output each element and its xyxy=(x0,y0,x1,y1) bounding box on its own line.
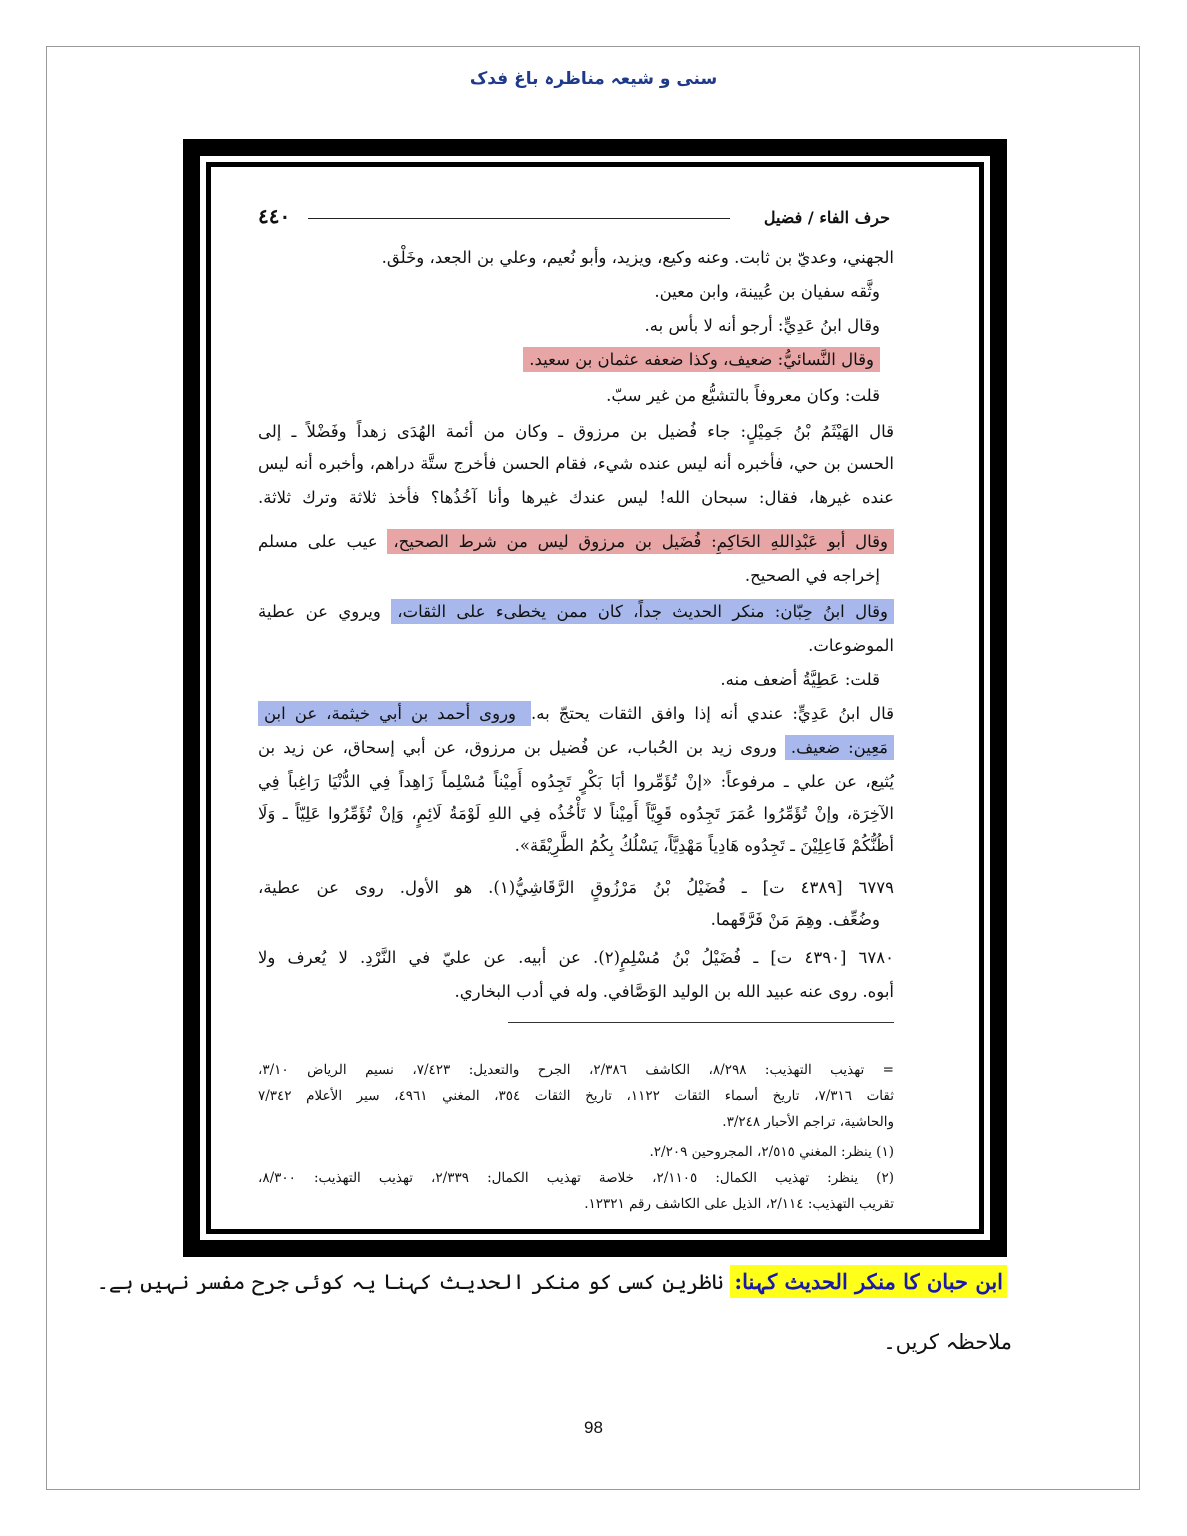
scan-text-line xyxy=(258,486,894,512)
scan-running-head: حرف الفاء / فضيل xyxy=(763,208,890,227)
scan-text-line xyxy=(808,634,894,660)
scan-text-line xyxy=(523,348,880,374)
line-text: وثَّقه سفيان بن عُيينة، وابن معين. xyxy=(654,282,880,301)
scan-text-line xyxy=(382,246,894,272)
scan-text-line xyxy=(654,280,880,306)
line-text: الآخِرَة، وإنْ تُؤَمِّرُوا عُمَرَ تَجِدُوه قَوِيَّاً أَمِيْناً لا تَأْخُذُه فِي اللهِ لَوْمَةُ لَائِمٍ، وَإنْ تُؤَمِّرُوا عَلِيّاً ـ وَلَا xyxy=(258,804,894,823)
highlighted-text: وقال أبو عَبْدِاللهِ الحَاكِمِ: فُضَيل بن مرزوق ليس من شرط الصحيح، xyxy=(387,529,894,554)
scan-running-header xyxy=(258,204,890,228)
line-text: يُثيع، عن علي ـ مرفوعاً: «إنْ تُؤَمِّروا أبَا بَكْرٍ تَجِدُوه أَمِيْناً مُسْلِماً زَاهِداً فِي الدُّنْيَا رَاغِباً فِي xyxy=(258,772,894,791)
line-text: عنده غيرها، فقال: سبحان الله! ليس عندك غيرها وأنا آخُذُها؟ فأخذ ثلاثة وترك ثلاثة. xyxy=(258,488,894,507)
page-header-title: سنی و شیعہ مناظرہ باغ فدک xyxy=(469,69,718,89)
line-text: الجهني، وعديّ بن ثابت. وعنه وكيع، ويزيد، وأبو نُعيم، وعلي بن الجعد، وخَلْق. xyxy=(381,248,894,267)
highlighted-text: وروى أحمد بن أبي خيثمة، عن ابن xyxy=(258,701,531,726)
line-text: وروى زيد بن الحُباب، عن فُضيل بن مرزوق، عن أبي إسحاق، عن زيد بن xyxy=(258,738,785,757)
line-text: وضُعِّف. وهِمَ مَنْ فَرَّقَهما. xyxy=(710,910,880,929)
scan-page-number: ٤٤٠ xyxy=(258,204,291,228)
scan-text-line xyxy=(258,802,894,828)
scan-text-line xyxy=(258,770,894,796)
scan-text-line xyxy=(645,314,880,340)
line-text: ويروي عن عطية xyxy=(258,602,392,621)
line-text: الحسن بن حي، فأخبره أنه ليس عنده شيء، فقام الحسن فأخرج ستَّة دراهم، وأخبره أنه ليس xyxy=(258,454,894,473)
urdu-comment-line xyxy=(97,1262,1007,1302)
scanned-book-page xyxy=(218,180,934,1224)
footnote-line: (٢) ينظر: تهذيب الكمال: ٢/١١٠٥، خلاصة تهذيب الكمال: ٢/٣٣٩، تهذيب التهذيب: ٨/٣٠٠، xyxy=(258,1170,894,1186)
scan-text-line xyxy=(606,384,880,410)
scan-text-line xyxy=(258,946,894,972)
line-text: قال الهَيْثَمُ بْنُ جَمِيْلٍ: جاء فُضيل بن مرزوق ـ وكان من أئمة الهُدَى زهداً وفَضْلاً ـ إلى xyxy=(258,422,894,441)
scan-text-line xyxy=(258,600,894,626)
highlighted-text: مَعِين: ضعيف. xyxy=(785,735,894,760)
footnote-line: تقريب التهذيب: ٢/١١٤، الذيل على الكاشف رقم ١٢٣٢١. xyxy=(584,1196,894,1212)
urdu-note-line: ملاحظہ کریں۔ xyxy=(883,1330,1012,1354)
footnote-rule xyxy=(508,1022,894,1023)
line-text: ٦٧٨٠ [٤٣٩٠ ت] ـ فُضَيْلُ بْنُ مُسْلِمٍ(٢). عن أبيه. عن عليّ في النَّرْدِ. لا يُعرف ولا xyxy=(258,948,894,967)
scan-text-line xyxy=(258,530,894,556)
scan-text-line xyxy=(454,980,894,1006)
line-text: وقال ابنُ عَدِيٍّ: أرجو أنه لا بأس به. xyxy=(644,316,880,335)
scan-text-line xyxy=(258,876,894,902)
line-text: قلت: وكان معروفاً بالتشيُّع من غير سبّ. xyxy=(606,386,880,405)
page-number: 98 xyxy=(584,1418,603,1437)
footnote-line: = تهذيب التهذيب: ٨/٢٩٨، الكاشف ٢/٣٨٦، الجرح والتعديل: ٧/٤٢٣، نسيم الرياض ٣/١٠، xyxy=(258,1062,894,1078)
urdu-comment-text: ناظرین کسی کو منکر الحدیث کہنا یہ کوئی جرح مفسر نہیں ہے۔ xyxy=(96,1270,731,1294)
scan-text-line xyxy=(258,736,894,762)
line-text: الموضوعات. xyxy=(808,636,894,655)
footnote-line: ثقات ٧/٣١٦، تاريخ أسماء الثقات ١١٢٢، تاريخ الثقات ٣٥٤، المغني ٤٩٦١، سير الأعلام ٧/٣٤٢ xyxy=(258,1088,895,1104)
footnote-line: (١) ينظر: المغني ٢/٥١٥، المجروحين ٢/٢٠٩. xyxy=(649,1144,894,1160)
line-text: أبوه. روى عنه عبيد الله بن الوليد الوَصَّافي. وله في أدب البخاري. xyxy=(454,982,894,1001)
line-text: ٦٧٧٩ [٤٣٨٩ ت] ـ فُضَيْلُ بْنُ مَرْزُوقٍ الرَّقَاشِيُّ(١). هو الأول. روى عن عطية، xyxy=(258,878,894,897)
urdu-highlighted-heading: ابن حبان کا منکر الحدیث کہنا: xyxy=(730,1265,1007,1298)
scan-text-line xyxy=(515,834,894,860)
scan-text-line xyxy=(720,668,880,694)
line-text: قال ابنُ عَدِيٍّ: عندي أنه إذا وافق الثقات يحتجّ به. xyxy=(531,704,895,723)
highlighted-text: وقال النَّسائيُّ: ضعيف، وكذا ضعفه عثمان بن سعيد. xyxy=(523,347,880,372)
line-text: عيب على مسلم xyxy=(258,532,388,551)
scan-text-line xyxy=(745,564,880,590)
scan-text-line xyxy=(711,908,880,934)
highlighted-text: وقال ابنُ حِبّان: منكر الحديث جداً، كان ممن يخطىء على الثقات، xyxy=(391,599,894,624)
footnote-line: والحاشية، تراجم الأحبار ٣/٢٤٨. xyxy=(722,1114,894,1130)
line-text: أظُنُّكُمْ فَاعِلِيْنَ ـ تَجِدُوه هَادِياً مَهْدِيَّاً، يَسْلُكُ بِكُمُ الطَّرِيْقَة». xyxy=(514,836,894,855)
line-text: إخراجه في الصحيح. xyxy=(744,566,880,585)
scan-text-line xyxy=(258,420,894,446)
header-rule xyxy=(308,218,730,219)
line-text: قلت: عَطِيَّةُ أضعف منه. xyxy=(720,670,880,689)
scan-text-line xyxy=(258,452,894,478)
scan-text-line xyxy=(258,702,894,728)
